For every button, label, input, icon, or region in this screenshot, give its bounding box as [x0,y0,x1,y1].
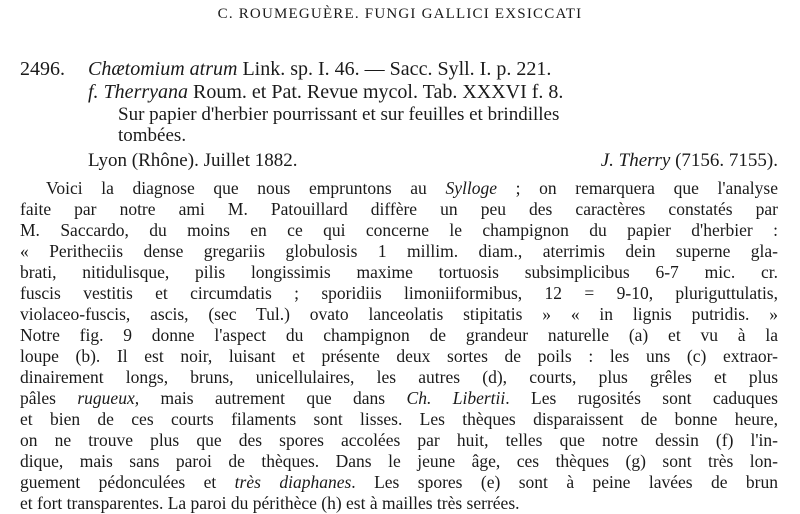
form-name: Therryana [103,81,189,103]
locality: Lyon (Rhône). Juillet 1882. [88,150,298,171]
form-prefix: f. [88,81,104,103]
species-line [88,58,551,80]
body-line: loupe (b). Il est noir, luisant et présente deux sortes de poils : les uns (c) extraor- [20,346,778,366]
body-line: pâles rugueux, mais autrement que dans Ch. Libertii. Les rugosités sont caduques [20,388,778,408]
body-line-last: et fort transparentes. La paroi du périthèce (h) est à mailles très serrées. [20,493,520,513]
body-line: brati, nitidulisque, pilis longissimis maxime tortuosis subsimplicibus 6-7 mic. cr. [20,262,778,282]
body-line: « Peritheciis dense gregariis globulosis 1 millim. diam., aterrimis dein superne gla- [20,241,778,261]
body-line: violaceo-fuscis, ascis, (sec Tul.) ovato lanceolatis stipitatis » « in lignis putridis. » [20,304,778,324]
body-line: fuscis vestitis et circumdatis ; sporidiis limoniiformibus, 12 = 9-10, pluriguttulatis, [20,283,778,303]
body-line: M. Saccardo, du moins en ce qui concerne le champignon du papier d'herbier : [20,220,778,240]
body-line: dique, mais sans paroi de thèques. Dans le jeune âge, ces thèques (g) sont très lon- [20,451,778,471]
form-line [88,81,563,103]
body-line: faite par notre ami M. Patouillard diffère un peu des caractères constatés par [20,199,778,219]
body-line: guement pédonculées et très diaphanes. Les spores (e) sont à peine lavées de brun [20,472,779,492]
body-line: Voici la diagnose que nous empruntons au Sylloge ; on remarquera que l'analyse [46,178,778,198]
body-line: dinairement longs, bruns, unicellulaires, les autres (d), courts, plus grêles et plus [20,367,778,387]
form-citation: Roum. et Pat. Revue mycol. Tab. XXXVI f. 8. [188,81,564,103]
collector-name: J. Therry [600,150,671,171]
habitat-line-1: Sur papier d'herbier pourrissant et sur feuilles et brindilles [118,104,560,125]
collector [601,150,778,172]
body-line: Notre fig. 9 donne l'aspect du champignon de grandeur naturelle (a) et vu à la [20,325,778,345]
habitat-line-2: tombées. [118,125,187,146]
body-line: on ne trouve plus que des spores accolées par huit, telles que notre dessin (f) l'in- [20,430,778,450]
entry-number: 2496. [20,58,65,80]
body-line: et bien de ces courts filaments sont lisses. Les thèques disparaissent de bonne heure, [20,409,778,429]
species-name: Chætomium atrum [88,58,238,80]
species-citation: Link. sp. I. 46. — Sacc. Syll. I. p. 221. [237,58,552,80]
running-header: C. ROUMEGUÈRE. FUNGI GALLICI EXSICCATI [217,6,583,22]
collector-numbers: (7156. 7155). [670,150,778,171]
